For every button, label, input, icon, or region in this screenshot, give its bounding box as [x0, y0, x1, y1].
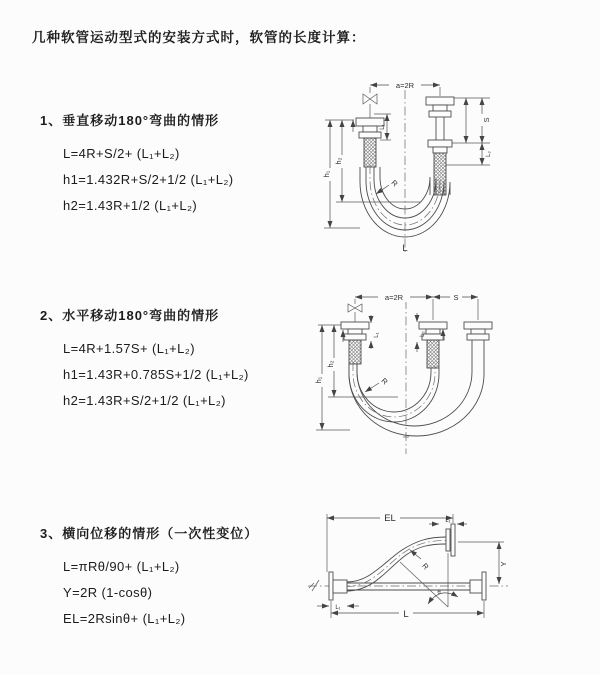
dim-label-h2: h₂ — [334, 157, 343, 165]
left-flange — [329, 572, 347, 600]
section-lateral-displacement — [40, 526, 310, 632]
formula-h1: h1=1.43R+0.785S+1/2 (L₁+L₂) — [63, 367, 249, 382]
formula-h1: h1=1.432R+S/2+1/2 (L₁+L₂) — [63, 172, 234, 187]
dim-label-l: L — [402, 243, 408, 254]
dim-label-theta: θ — [437, 590, 441, 596]
hose-curve-original — [357, 364, 431, 412]
braided-hose-left — [349, 340, 361, 364]
dim-label-l2: L₂ — [486, 151, 492, 157]
formula-length: L=4R+1.57S+ (L₁+L₂) — [63, 341, 195, 356]
dim-label-el: EL — [384, 513, 396, 524]
dim-label-r: R — [389, 178, 400, 189]
dim-label-l1-top: L₁ — [445, 518, 451, 524]
formula-length: L=4R+S/2+ (L₁+L₂) — [63, 146, 180, 161]
dim-label-s: S — [453, 293, 459, 302]
dim-label-a2r: a=2R — [395, 81, 415, 90]
section-3-formulas — [40, 554, 310, 632]
hose-curve-displaced — [347, 544, 446, 591]
formula-el: EL=2Rsinθ+ (L₁+L₂) — [63, 611, 186, 626]
diagram-lateral-displacement — [300, 500, 600, 648]
dim-label-l1: L₁ — [380, 124, 386, 130]
section-horizontal-180 — [40, 308, 310, 414]
dim-label-l1-bottom: L₁ — [335, 605, 341, 611]
hose-centerline — [353, 362, 435, 417]
dim-label-h2: h₂ — [326, 360, 335, 368]
dim-label-y: Y — [499, 561, 508, 567]
hose-curve-displaced — [347, 537, 446, 582]
hose-curve-displaced — [357, 340, 472, 426]
formula-h2: h2=1.43R+1/2 (L₁+L₂) — [63, 198, 198, 213]
hose-curve-displaced — [349, 340, 484, 436]
dim-label-l2: L₂ — [420, 331, 426, 337]
dim-label-r: R — [379, 376, 390, 387]
dim-label-r: R — [420, 561, 431, 572]
top-flange-displaced — [446, 524, 455, 556]
section-1-formulas — [40, 141, 310, 219]
valve-icon — [348, 299, 362, 322]
right-flange — [464, 322, 492, 340]
dim-label-a2r: a=2R — [384, 293, 404, 302]
valve-icon — [363, 94, 377, 118]
formula-h2: h2=1.43R+S/2+1/2 (L₁+L₂) — [63, 393, 226, 408]
section-vertical-180 — [40, 113, 310, 219]
formula-length: L=πRθ/90+ (L₁+L₂) — [63, 559, 180, 574]
dim-label-l1: L₁ — [374, 332, 380, 338]
dim-label-h1: h₁ — [322, 170, 331, 178]
right-flange-lower — [428, 140, 452, 153]
section-3-heading: 3、横向位移的情形（一次性变位） — [40, 526, 259, 541]
section-1-heading: 1、垂直移动180°弯曲的情形 — [40, 113, 220, 128]
braided-hose-left — [364, 138, 376, 167]
left-flange — [341, 322, 369, 340]
diagram-vertical-180-bend — [310, 70, 600, 260]
formula-y: Y=2R (1-cosθ) — [63, 585, 153, 600]
page-title: 几种软管运动型式的安装方式时，软管的长度计算： — [32, 30, 366, 45]
dim-label-s: S — [482, 117, 491, 123]
pipe-break-icon — [309, 580, 319, 591]
section-2-heading: 2、水平移动180°弯曲的情形 — [40, 308, 220, 323]
braided-hose-middle — [427, 340, 439, 368]
right-flange-upper — [426, 97, 454, 117]
diagram-horizontal-180-bend — [308, 282, 600, 460]
dim-label-l: L — [403, 609, 409, 620]
right-flange — [470, 572, 486, 600]
dim-label-h1: h₁ — [314, 376, 323, 384]
section-2-formulas — [40, 336, 310, 414]
